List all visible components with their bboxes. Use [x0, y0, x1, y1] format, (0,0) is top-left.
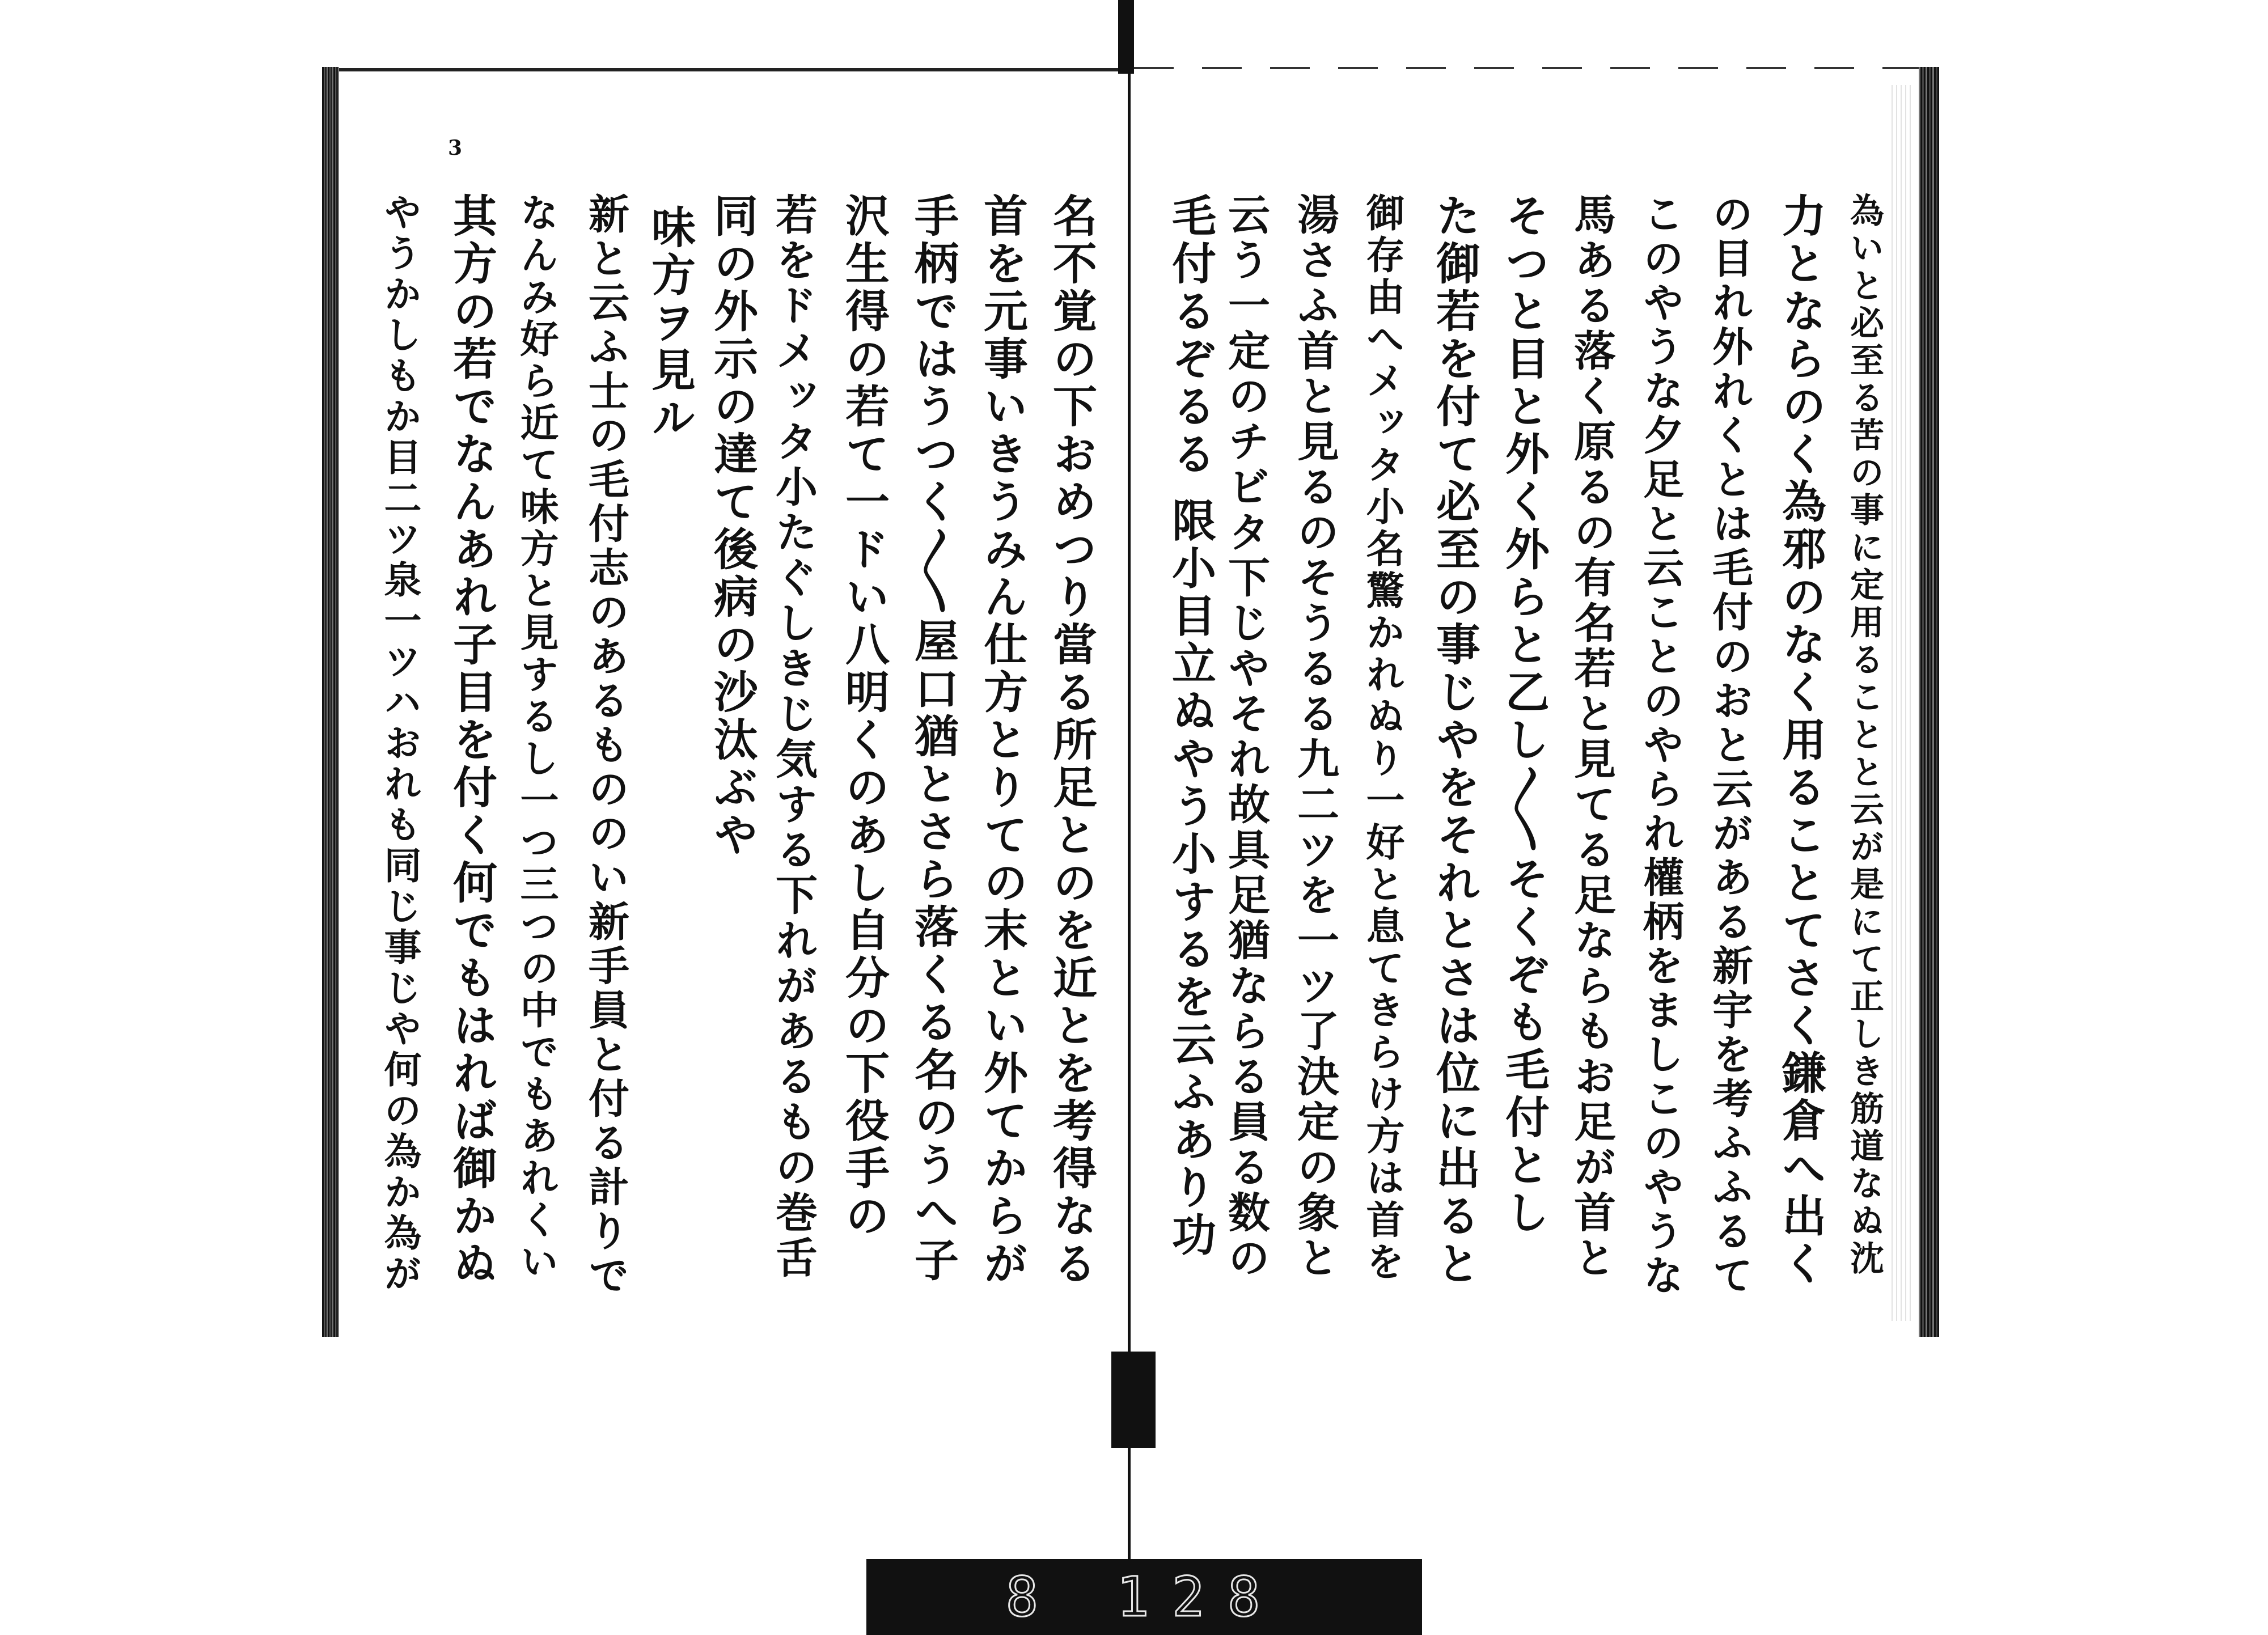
right-page-column: 湯さふ首と見るのそうるる九二ツを一ツ了決定の象と	[1290, 193, 1339, 1281]
right-page-shadow	[1888, 85, 1911, 1321]
right-page-top-edge	[1134, 67, 1919, 69]
right-page-column: 為いと必至る苦の事に定用ることと云が是にて正しき筋道なぬ沈	[1844, 193, 1884, 1278]
gutter-top-binding	[1118, 0, 1134, 74]
left-page-column: 首を元事いきうみん仕方とりての末とい外てからが	[976, 193, 1028, 1288]
right-page-column: 云う一定のチビタ下じやそれ故具足猶ならる員る数の	[1221, 193, 1270, 1281]
right-page-column: 毛付るぞるる 限小目立ぬやう小するを云ふあり功	[1165, 193, 1216, 1260]
left-page-column: 手柄ではうつく〳〵屋口猶とさら落くる名のうへ子	[907, 193, 959, 1285]
left-page-column: やうかしもか目二ツ泉一ツハおれも同じ事じや何の為か為が	[378, 193, 422, 1295]
catalogue-label	[866, 1559, 1422, 1635]
left-page-column: 名不覚の下おめつり當る所足とのを近とを考得なる	[1046, 193, 1097, 1288]
right-page-column: 御存由へメッタ小名驚かれぬり一好と息てきらけ方は首を	[1360, 193, 1405, 1284]
left-page-edge	[322, 67, 339, 1337]
right-page-column: た御若を付て必至の事じやをそれとさは位に出ると	[1429, 193, 1480, 1288]
catalogue-number: 8 128	[1005, 1565, 1283, 1629]
right-page-edge	[1919, 67, 1939, 1337]
right-page-column: このやうな夕足と云ことのやられ權柄をましこのやうな	[1636, 193, 1685, 1298]
gutter-bottom-binding	[1111, 1352, 1156, 1448]
left-page-column: 同の外示の達て後病の沙汰ぶや	[706, 193, 758, 859]
right-page-column: そつと目と外く外らと乙し〳〵そくぞも毛付とし	[1498, 193, 1550, 1237]
right-page-column: の目れ外れくとは毛付のおと云がある新宇を考ふふるて	[1706, 193, 1754, 1298]
left-page-column: なんみ好ら近て味方と見するし一つ三つの中でもあれくい	[514, 193, 559, 1284]
left-page-column: 其方の若でなんあれ子目を付く何でもはれば御かぬ	[446, 193, 497, 1288]
left-page-column: 若をドメッタ小たぐしきじ気する下れがあるもの巻舌	[769, 193, 818, 1281]
left-page-column: 新と云ふ士の毛付志のあるもののい新手員と付る計りで	[582, 193, 630, 1298]
left-page-column: 沢生得の若て一ドい八明くのあし自分の下役手の	[838, 193, 890, 1240]
right-page-column: 馬ある落く原るの有名若と見てる足ならもお足が首と	[1567, 193, 1616, 1281]
right-page-column: 力とならのく為邪のなく用ることてさく鎌倉へ出く	[1775, 193, 1826, 1288]
section-heading: 味方ヲ見ル	[644, 204, 696, 442]
page-mark: 3	[448, 136, 463, 160]
left-page-top-edge	[339, 68, 1133, 71]
